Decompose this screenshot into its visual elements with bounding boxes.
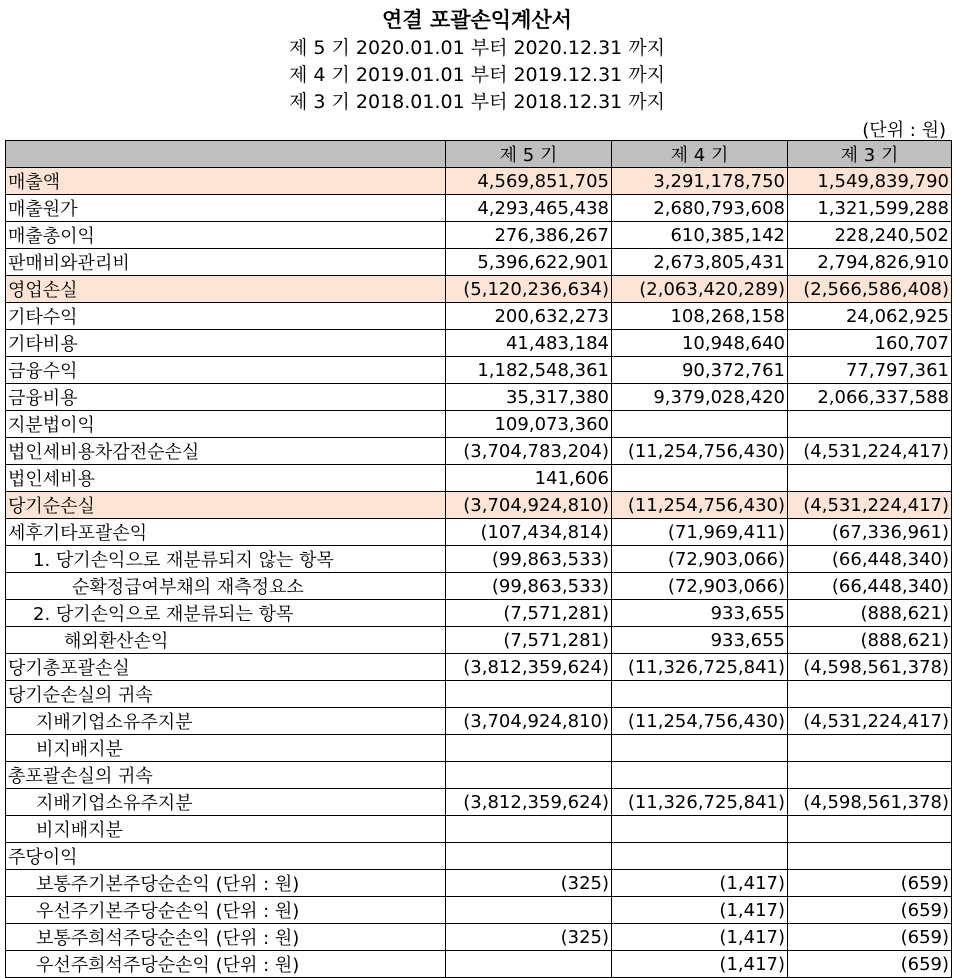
row-value-period-4: 2,680,793,608 [612, 195, 788, 222]
row-value-period-5 [446, 681, 612, 708]
table-row [6, 762, 952, 789]
row-value-period-3 [788, 843, 952, 870]
row-value-period-5: (3,812,359,624) [446, 789, 612, 816]
row-value-period-5: (107,434,814) [446, 519, 612, 546]
row-value-period-5: 5,396,622,901 [446, 249, 612, 276]
row-value-period-5: (3,704,783,204) [446, 438, 612, 465]
row-label: 매출총이익 [6, 222, 446, 249]
row-value-period-3 [788, 816, 952, 843]
row-label: 우선주기본주당순손익 (단위 : 원) [6, 897, 446, 924]
row-label: 보통주기본주당순손익 (단위 : 원) [6, 870, 446, 897]
row-label: 지배기업소유주지분 [6, 789, 446, 816]
table-row [6, 222, 952, 249]
row-value-period-5: (7,571,281) [446, 627, 612, 654]
table-row [6, 627, 952, 654]
row-value-period-5: 41,483,184 [446, 330, 612, 357]
table-row [6, 843, 952, 870]
row-value-period-5 [446, 951, 612, 978]
table-row [6, 519, 952, 546]
row-value-period-4: 610,385,142 [612, 222, 788, 249]
row-value-period-4: 9,379,028,420 [612, 384, 788, 411]
row-value-period-4: (11,254,756,430) [612, 492, 788, 519]
row-label: 기타비용 [6, 330, 446, 357]
row-label: 영업손실 [6, 276, 446, 303]
row-value-period-5: (325) [446, 924, 612, 951]
row-label: 법인세비용 [6, 465, 446, 492]
row-value-period-4: (1,417) [612, 870, 788, 897]
row-label: 세후기타포괄손익 [6, 519, 446, 546]
row-value-period-4 [612, 816, 788, 843]
row-value-period-3: (4,531,224,417) [788, 438, 952, 465]
table-row [6, 411, 952, 438]
row-value-period-3: (4,598,561,378) [788, 789, 952, 816]
table-row [6, 789, 952, 816]
row-value-period-5: (5,120,236,634) [446, 276, 612, 303]
row-label: 2. 당기손익으로 재분류되는 항목 [6, 600, 446, 627]
row-value-period-5: 4,569,851,705 [446, 168, 612, 195]
table-row [6, 195, 952, 222]
row-value-period-3 [788, 762, 952, 789]
unit-label: (단위 : 원) [862, 120, 946, 141]
table-row [6, 897, 952, 924]
table-row [6, 276, 952, 303]
row-value-period-3 [788, 465, 952, 492]
row-value-period-3: 160,707 [788, 330, 952, 357]
row-value-period-4: (71,969,411) [612, 519, 788, 546]
row-value-period-5: 1,182,548,361 [446, 357, 612, 384]
row-label: 1. 당기손익으로 재분류되지 않는 항목 [6, 546, 446, 573]
page-title: 연결 포괄손익계산서 [382, 8, 572, 32]
row-value-period-4: (72,903,066) [612, 546, 788, 573]
row-label: 보통주희석주당순손익 (단위 : 원) [6, 924, 446, 951]
row-label: 금융비용 [6, 384, 446, 411]
row-value-period-3: 24,062,925 [788, 303, 952, 330]
table-body [6, 168, 952, 978]
row-value-period-5: (325) [446, 870, 612, 897]
row-value-period-4: (1,417) [612, 924, 788, 951]
row-value-period-5: (3,704,924,810) [446, 492, 612, 519]
row-value-period-4 [612, 735, 788, 762]
table-row [6, 573, 952, 600]
row-value-period-4: 3,291,178,750 [612, 168, 788, 195]
row-value-period-3: 2,066,337,588 [788, 384, 952, 411]
row-value-period-3: (888,621) [788, 627, 952, 654]
row-value-period-5: (99,863,533) [446, 573, 612, 600]
row-value-period-3: 1,549,839,790 [788, 168, 952, 195]
table-row [6, 168, 952, 195]
row-value-period-4 [612, 411, 788, 438]
row-value-period-4: (72,903,066) [612, 573, 788, 600]
row-value-period-5: 141,606 [446, 465, 612, 492]
row-value-period-5: 200,632,273 [446, 303, 612, 330]
table-row [6, 438, 952, 465]
row-label: 당기총포괄손실 [6, 654, 446, 681]
row-value-period-3: 77,797,361 [788, 357, 952, 384]
table-row [6, 249, 952, 276]
row-value-period-5 [446, 735, 612, 762]
row-value-period-5: 276,386,267 [446, 222, 612, 249]
table-row [6, 735, 952, 762]
table-row [6, 465, 952, 492]
row-value-period-4 [612, 465, 788, 492]
table-row [6, 600, 952, 627]
row-value-period-4: (11,254,756,430) [612, 708, 788, 735]
row-value-period-5: (3,704,924,810) [446, 708, 612, 735]
row-value-period-4: (11,326,725,841) [612, 654, 788, 681]
row-label: 판매비와관리비 [6, 249, 446, 276]
row-value-period-5: (99,863,533) [446, 546, 612, 573]
row-label: 매출원가 [6, 195, 446, 222]
table-row [6, 870, 952, 897]
header-period-5: 제 5 기 [446, 141, 612, 168]
row-value-period-4 [612, 762, 788, 789]
row-value-period-4: (11,254,756,430) [612, 438, 788, 465]
row-value-period-3 [788, 411, 952, 438]
row-value-period-4: (1,417) [612, 897, 788, 924]
row-value-period-4 [612, 681, 788, 708]
table-row [6, 492, 952, 519]
row-label: 지분법이익 [6, 411, 446, 438]
row-value-period-3: (2,566,586,408) [788, 276, 952, 303]
row-value-period-3: (659) [788, 870, 952, 897]
row-value-period-4: 933,655 [612, 600, 788, 627]
row-value-period-3: (4,598,561,378) [788, 654, 952, 681]
row-value-period-4: 10,948,640 [612, 330, 788, 357]
row-label: 당기순손실 [6, 492, 446, 519]
table-row [6, 708, 952, 735]
row-value-period-3 [788, 681, 952, 708]
row-value-period-5: 4,293,465,438 [446, 195, 612, 222]
table-row [6, 303, 952, 330]
row-value-period-3: (659) [788, 924, 952, 951]
row-label: 주당이익 [6, 843, 446, 870]
income-statement-table [5, 140, 952, 978]
row-value-period-3: (4,531,224,417) [788, 708, 952, 735]
row-value-period-3: 228,240,502 [788, 222, 952, 249]
row-value-period-3: (888,621) [788, 600, 952, 627]
row-value-period-4 [612, 843, 788, 870]
table-row [6, 357, 952, 384]
row-value-period-3: (66,448,340) [788, 573, 952, 600]
row-value-period-4: 90,372,761 [612, 357, 788, 384]
header-period-4: 제 4 기 [612, 141, 788, 168]
row-value-period-3: (4,531,224,417) [788, 492, 952, 519]
row-value-period-3: (67,336,961) [788, 519, 952, 546]
table-header-row [6, 141, 952, 168]
row-value-period-3 [788, 735, 952, 762]
row-label: 비지배지분 [6, 816, 446, 843]
table-row [6, 546, 952, 573]
row-label: 해외환산손익 [6, 627, 446, 654]
row-value-period-3: 2,794,826,910 [788, 249, 952, 276]
period-line-4: 제 4 기 2019.01.01 부터 2019.12.31 까지 [288, 64, 666, 86]
row-value-period-4: 2,673,805,431 [612, 249, 788, 276]
row-value-period-5: (3,812,359,624) [446, 654, 612, 681]
table-row [6, 330, 952, 357]
table-row [6, 384, 952, 411]
row-value-period-5 [446, 762, 612, 789]
period-line-5: 제 5 기 2020.01.01 부터 2020.12.31 까지 [288, 37, 666, 59]
row-value-period-3: (659) [788, 951, 952, 978]
row-value-period-3: 1,321,599,288 [788, 195, 952, 222]
row-label: 법인세비용차감전순손실 [6, 438, 446, 465]
row-value-period-3: (66,448,340) [788, 546, 952, 573]
row-value-period-5: 109,073,360 [446, 411, 612, 438]
header-account [6, 141, 446, 168]
row-label: 비지배지분 [6, 735, 446, 762]
row-value-period-3: (659) [788, 897, 952, 924]
row-label: 금융수익 [6, 357, 446, 384]
row-label: 기타수익 [6, 303, 446, 330]
table-row [6, 951, 952, 978]
table-row [6, 654, 952, 681]
row-value-period-5 [446, 843, 612, 870]
row-label: 매출액 [6, 168, 446, 195]
row-value-period-4: 108,268,158 [612, 303, 788, 330]
row-value-period-5: (7,571,281) [446, 600, 612, 627]
row-label: 우선주희석주당순손익 (단위 : 원) [6, 951, 446, 978]
row-label: 총포괄손실의 귀속 [6, 762, 446, 789]
row-label: 순확정급여부채의 재측정요소 [6, 573, 446, 600]
row-value-period-4: 933,655 [612, 627, 788, 654]
row-value-period-4: (1,417) [612, 951, 788, 978]
row-value-period-5 [446, 897, 612, 924]
table-row [6, 816, 952, 843]
row-value-period-4: (11,326,725,841) [612, 789, 788, 816]
period-line-3: 제 3 기 2018.01.01 부터 2018.12.31 까지 [288, 91, 666, 113]
row-value-period-4: (2,063,420,289) [612, 276, 788, 303]
row-label: 지배기업소유주지분 [6, 708, 446, 735]
row-value-period-5 [446, 816, 612, 843]
table-row [6, 924, 952, 951]
row-value-period-5: 35,317,380 [446, 384, 612, 411]
row-label: 당기순손실의 귀속 [6, 681, 446, 708]
table-row [6, 681, 952, 708]
header-period-3: 제 3 기 [788, 141, 952, 168]
